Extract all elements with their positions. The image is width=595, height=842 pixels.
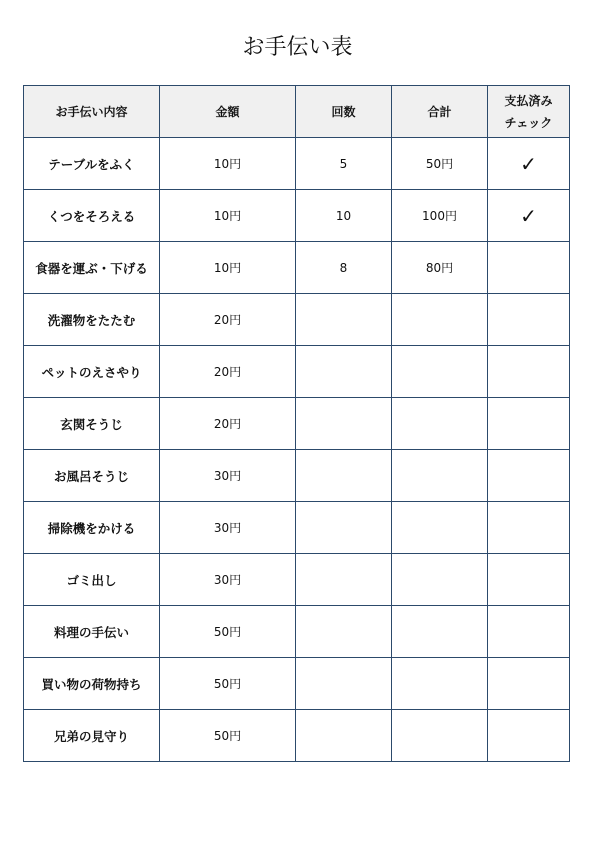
paid-check-cell[interactable]: ✓ bbox=[488, 190, 570, 242]
task-cell: 買い物の荷物持ち bbox=[24, 658, 160, 710]
count-cell[interactable] bbox=[296, 606, 392, 658]
task-cell: ペットのえさやり bbox=[24, 346, 160, 398]
total-cell[interactable] bbox=[392, 294, 488, 346]
task-cell: お風呂そうじ bbox=[24, 450, 160, 502]
header-paid-line2: チェック bbox=[504, 115, 553, 130]
paid-check-cell[interactable] bbox=[488, 606, 570, 658]
amount-cell: 30円 bbox=[160, 502, 296, 554]
paid-check-cell[interactable] bbox=[488, 554, 570, 606]
total-cell[interactable] bbox=[392, 450, 488, 502]
table-header-row bbox=[24, 86, 570, 138]
paid-check-cell[interactable] bbox=[488, 398, 570, 450]
task-cell: テーブルをふく bbox=[24, 138, 160, 190]
header-total: 合計 bbox=[392, 86, 488, 138]
count-cell[interactable]: 10 bbox=[296, 190, 392, 242]
count-cell[interactable]: 5 bbox=[296, 138, 392, 190]
header-amount: 金額 bbox=[160, 86, 296, 138]
table-row bbox=[24, 658, 570, 710]
paid-check-cell[interactable] bbox=[488, 346, 570, 398]
table-row bbox=[24, 554, 570, 606]
amount-cell: 50円 bbox=[160, 606, 296, 658]
total-cell[interactable] bbox=[392, 658, 488, 710]
amount-cell: 20円 bbox=[160, 398, 296, 450]
total-cell[interactable]: 100円 bbox=[392, 190, 488, 242]
task-cell: 食器を運ぶ・下げる bbox=[24, 242, 160, 294]
count-cell[interactable] bbox=[296, 398, 392, 450]
amount-cell: 20円 bbox=[160, 346, 296, 398]
count-cell[interactable] bbox=[296, 346, 392, 398]
total-cell[interactable]: 50円 bbox=[392, 138, 488, 190]
count-cell[interactable] bbox=[296, 294, 392, 346]
chore-table bbox=[23, 85, 570, 762]
table-row bbox=[24, 398, 570, 450]
total-cell[interactable] bbox=[392, 346, 488, 398]
amount-cell: 20円 bbox=[160, 294, 296, 346]
task-cell: 洗濯物をたたむ bbox=[24, 294, 160, 346]
table-row bbox=[24, 242, 570, 294]
table-row bbox=[24, 190, 570, 242]
total-cell[interactable] bbox=[392, 710, 488, 762]
table-row bbox=[24, 502, 570, 554]
paid-check-cell[interactable] bbox=[488, 710, 570, 762]
paid-check-cell[interactable]: ✓ bbox=[488, 138, 570, 190]
count-cell[interactable] bbox=[296, 658, 392, 710]
total-cell[interactable]: 80円 bbox=[392, 242, 488, 294]
amount-cell: 30円 bbox=[160, 554, 296, 606]
task-cell: 料理の手伝い bbox=[24, 606, 160, 658]
paid-check-cell[interactable] bbox=[488, 242, 570, 294]
task-cell: 掃除機をかける bbox=[24, 502, 160, 554]
task-cell: ゴミ出し bbox=[24, 554, 160, 606]
total-cell[interactable] bbox=[392, 554, 488, 606]
table-row bbox=[24, 294, 570, 346]
count-cell[interactable] bbox=[296, 502, 392, 554]
task-cell: 兄弟の見守り bbox=[24, 710, 160, 762]
task-cell: 玄関そうじ bbox=[24, 398, 160, 450]
header-paid-line1: 支払済み bbox=[504, 93, 553, 108]
amount-cell: 10円 bbox=[160, 138, 296, 190]
table-row bbox=[24, 450, 570, 502]
amount-cell: 50円 bbox=[160, 658, 296, 710]
paid-check-cell[interactable] bbox=[488, 658, 570, 710]
count-cell[interactable]: 8 bbox=[296, 242, 392, 294]
header-task: お手伝い内容 bbox=[24, 86, 160, 138]
header-paid-check bbox=[488, 86, 570, 138]
paid-check-cell[interactable] bbox=[488, 450, 570, 502]
amount-cell: 30円 bbox=[160, 450, 296, 502]
table-row bbox=[24, 710, 570, 762]
count-cell[interactable] bbox=[296, 554, 392, 606]
amount-cell: 50円 bbox=[160, 710, 296, 762]
task-cell: くつをそろえる bbox=[24, 190, 160, 242]
page-title: お手伝い表 bbox=[242, 35, 353, 60]
paid-check-cell[interactable] bbox=[488, 502, 570, 554]
total-cell[interactable] bbox=[392, 398, 488, 450]
count-cell[interactable] bbox=[296, 450, 392, 502]
amount-cell: 10円 bbox=[160, 190, 296, 242]
total-cell[interactable] bbox=[392, 606, 488, 658]
header-count: 回数 bbox=[296, 86, 392, 138]
amount-cell: 10円 bbox=[160, 242, 296, 294]
table-row bbox=[24, 138, 570, 190]
table-row bbox=[24, 346, 570, 398]
paid-check-cell[interactable] bbox=[488, 294, 570, 346]
count-cell[interactable] bbox=[296, 710, 392, 762]
table-row bbox=[24, 606, 570, 658]
total-cell[interactable] bbox=[392, 502, 488, 554]
